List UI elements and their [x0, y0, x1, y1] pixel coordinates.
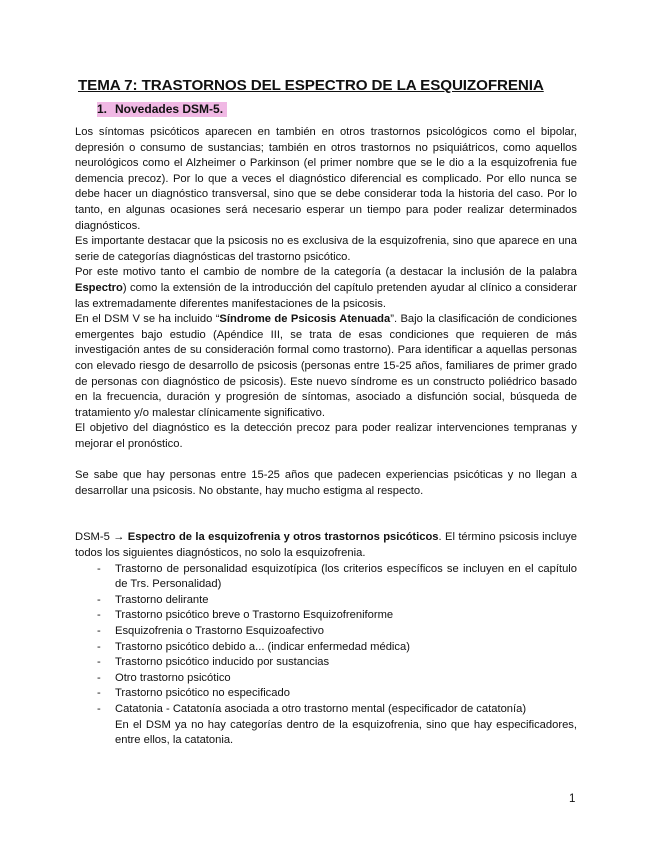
- paragraph-1: Los síntomas psicóticos aparecen en también en otros trastornos psicológicos como el bipolar, depresión o consumo de sustancias; también en otros trastornos no psiquiátricos, como aquellos neurológicos como el Alzheimer o Parkinson (el primer nombre que se le dio a la esquizofrenia fue demencia precoz). Por lo que a veces el diagnóstico diferencial es complicado. Por ello nunca se debe hacer un diagnóstico transversal, sino que se debe considerar toda la historia del caso. Por lo tanto, en algunas ocasiones será necesario esperar un tiempo para poder realizar determinados diagnósticos.: [75, 126, 577, 232]
- list-bullet: -: [97, 593, 101, 606]
- paragraph-4: [75, 312, 577, 421]
- spacer: [75, 452, 577, 468]
- list-item: [75, 624, 577, 640]
- list-bullet: -: [97, 687, 101, 700]
- paragraph-4-bold: Síndrome de Psicosis Atenuada: [219, 313, 391, 326]
- list-bullet: -: [97, 671, 101, 684]
- diagnosis-list: [75, 562, 577, 749]
- list-bullet: -: [97, 625, 101, 637]
- list-item-text: Trastorno de personalidad esquizotípica (los criterios específicos se incluyen en el capítulo de Trs. Personalidad): [115, 562, 577, 591]
- paragraph-7-bold: Espectro de la esquizofrenia y otros trastornos psicóticos: [127, 531, 439, 544]
- list-item: [75, 608, 577, 624]
- list-item-text: Trastorno delirante: [115, 593, 209, 606]
- paragraph-3-text-a: Por este motivo tanto el cambio de nombre de la categoría (a destacar la inclusión de la palabra: [75, 266, 577, 279]
- list-bullet: -: [97, 656, 101, 669]
- list-item: [75, 702, 577, 749]
- paragraph-4-text-b: ”. Bajo la clasificación de condiciones emergentes bajo estudio (Apéndice III, se trata de esas condiciones que requieren de más investigación antes de su consideración formal como trastorno). Para identificar a aquellas personas con elevado riesgo de desarrollo de psicosis (personas entre 15-25 años, familiares de primer grado de personas con diagnóstico de psicosis). Este nuevo síndrome es un constructo poliédrico basado en la frecuencia, duración y progresión de síntomas, asociado a disfunción social, búsqueda de tratamiento y/o malestar clínicamente significativo.: [75, 313, 577, 419]
- paragraph-7-text-b: . El término psicosis incluye todos los siguientes diagnósticos, no solo la esquizofrenia.: [75, 531, 577, 560]
- list-item-text: Trastorno psicótico inducido por sustancias: [115, 656, 330, 669]
- paragraph-6: Se sabe que hay personas entre 15-25 años que padecen experiencias psicóticas y no llegan a desarrollar una psicosis. No obstante, hay mucho estigma al respecto.: [75, 469, 577, 497]
- section-heading: [97, 102, 227, 117]
- list-item-text: Trastorno psicótico breve o Trastorno Esquizofreniforme: [115, 609, 394, 622]
- paragraph-4-text-a: En el DSM V se ha incluido “: [75, 313, 220, 326]
- paragraph-5: El objetivo del diagnóstico es la detección precoz para poder realizar intervenciones tempranas y mejorar el pronóstico.: [75, 422, 577, 450]
- paragraph-3-bold: Espectro: [75, 281, 123, 294]
- list-item-text: Trastorno psicótico debido a... (indicar enfermedad médica): [115, 640, 410, 653]
- section-number: 1.: [97, 102, 108, 116]
- list-note: En el DSM ya no hay categorías dentro de la esquizofrenia, sino que hay especificadores, entre ellos, la catatonia.: [115, 718, 577, 747]
- list-item: [75, 671, 577, 687]
- list-item: [75, 640, 577, 656]
- list-item: [75, 686, 577, 702]
- spacer: [75, 499, 577, 515]
- page-number: 1: [569, 793, 576, 805]
- list-item: [75, 655, 577, 671]
- paragraph-3-text-b: ) como la extensión de la introducción del capítulo pretenden ayudar al clínico a considerar las extremadamente diferentes manifestaciones de la psicosis.: [75, 281, 577, 310]
- section-label: Novedades DSM-5.: [115, 102, 224, 116]
- spacer: [75, 515, 577, 531]
- paragraph-7: [75, 530, 577, 561]
- list-item-text: Otro trastorno psicótico: [115, 671, 231, 684]
- list-bullet: -: [97, 640, 101, 653]
- list-item-text: Esquizofrenia o Trastorno Esquizoafectivo: [115, 625, 324, 637]
- list-bullet: -: [97, 562, 101, 575]
- page-title: TEMA 7: TRASTORNOS DEL ESPECTRO DE LA ESQUIZOFRENIA: [78, 77, 544, 94]
- list-item: [75, 562, 577, 593]
- paragraph-7-text-a: DSM-5 →: [75, 531, 128, 544]
- paragraph-2: Es importante destacar que la psicosis no es exclusiva de la esquizofrenia, sino que aparece en una serie de categorías diagnósticas del trastorno psicótico.: [75, 235, 577, 263]
- body-text: [75, 125, 577, 749]
- list-item-text: Catatonia - Catatonía asociada a otro trastorno mental (especificador de catatonía): [115, 702, 527, 715]
- paragraph-3: [75, 265, 577, 312]
- list-bullet: -: [97, 609, 101, 622]
- list-item-text: Trastorno psicótico no especificado: [115, 687, 290, 700]
- list-item: [75, 593, 577, 609]
- list-bullet: -: [97, 702, 101, 715]
